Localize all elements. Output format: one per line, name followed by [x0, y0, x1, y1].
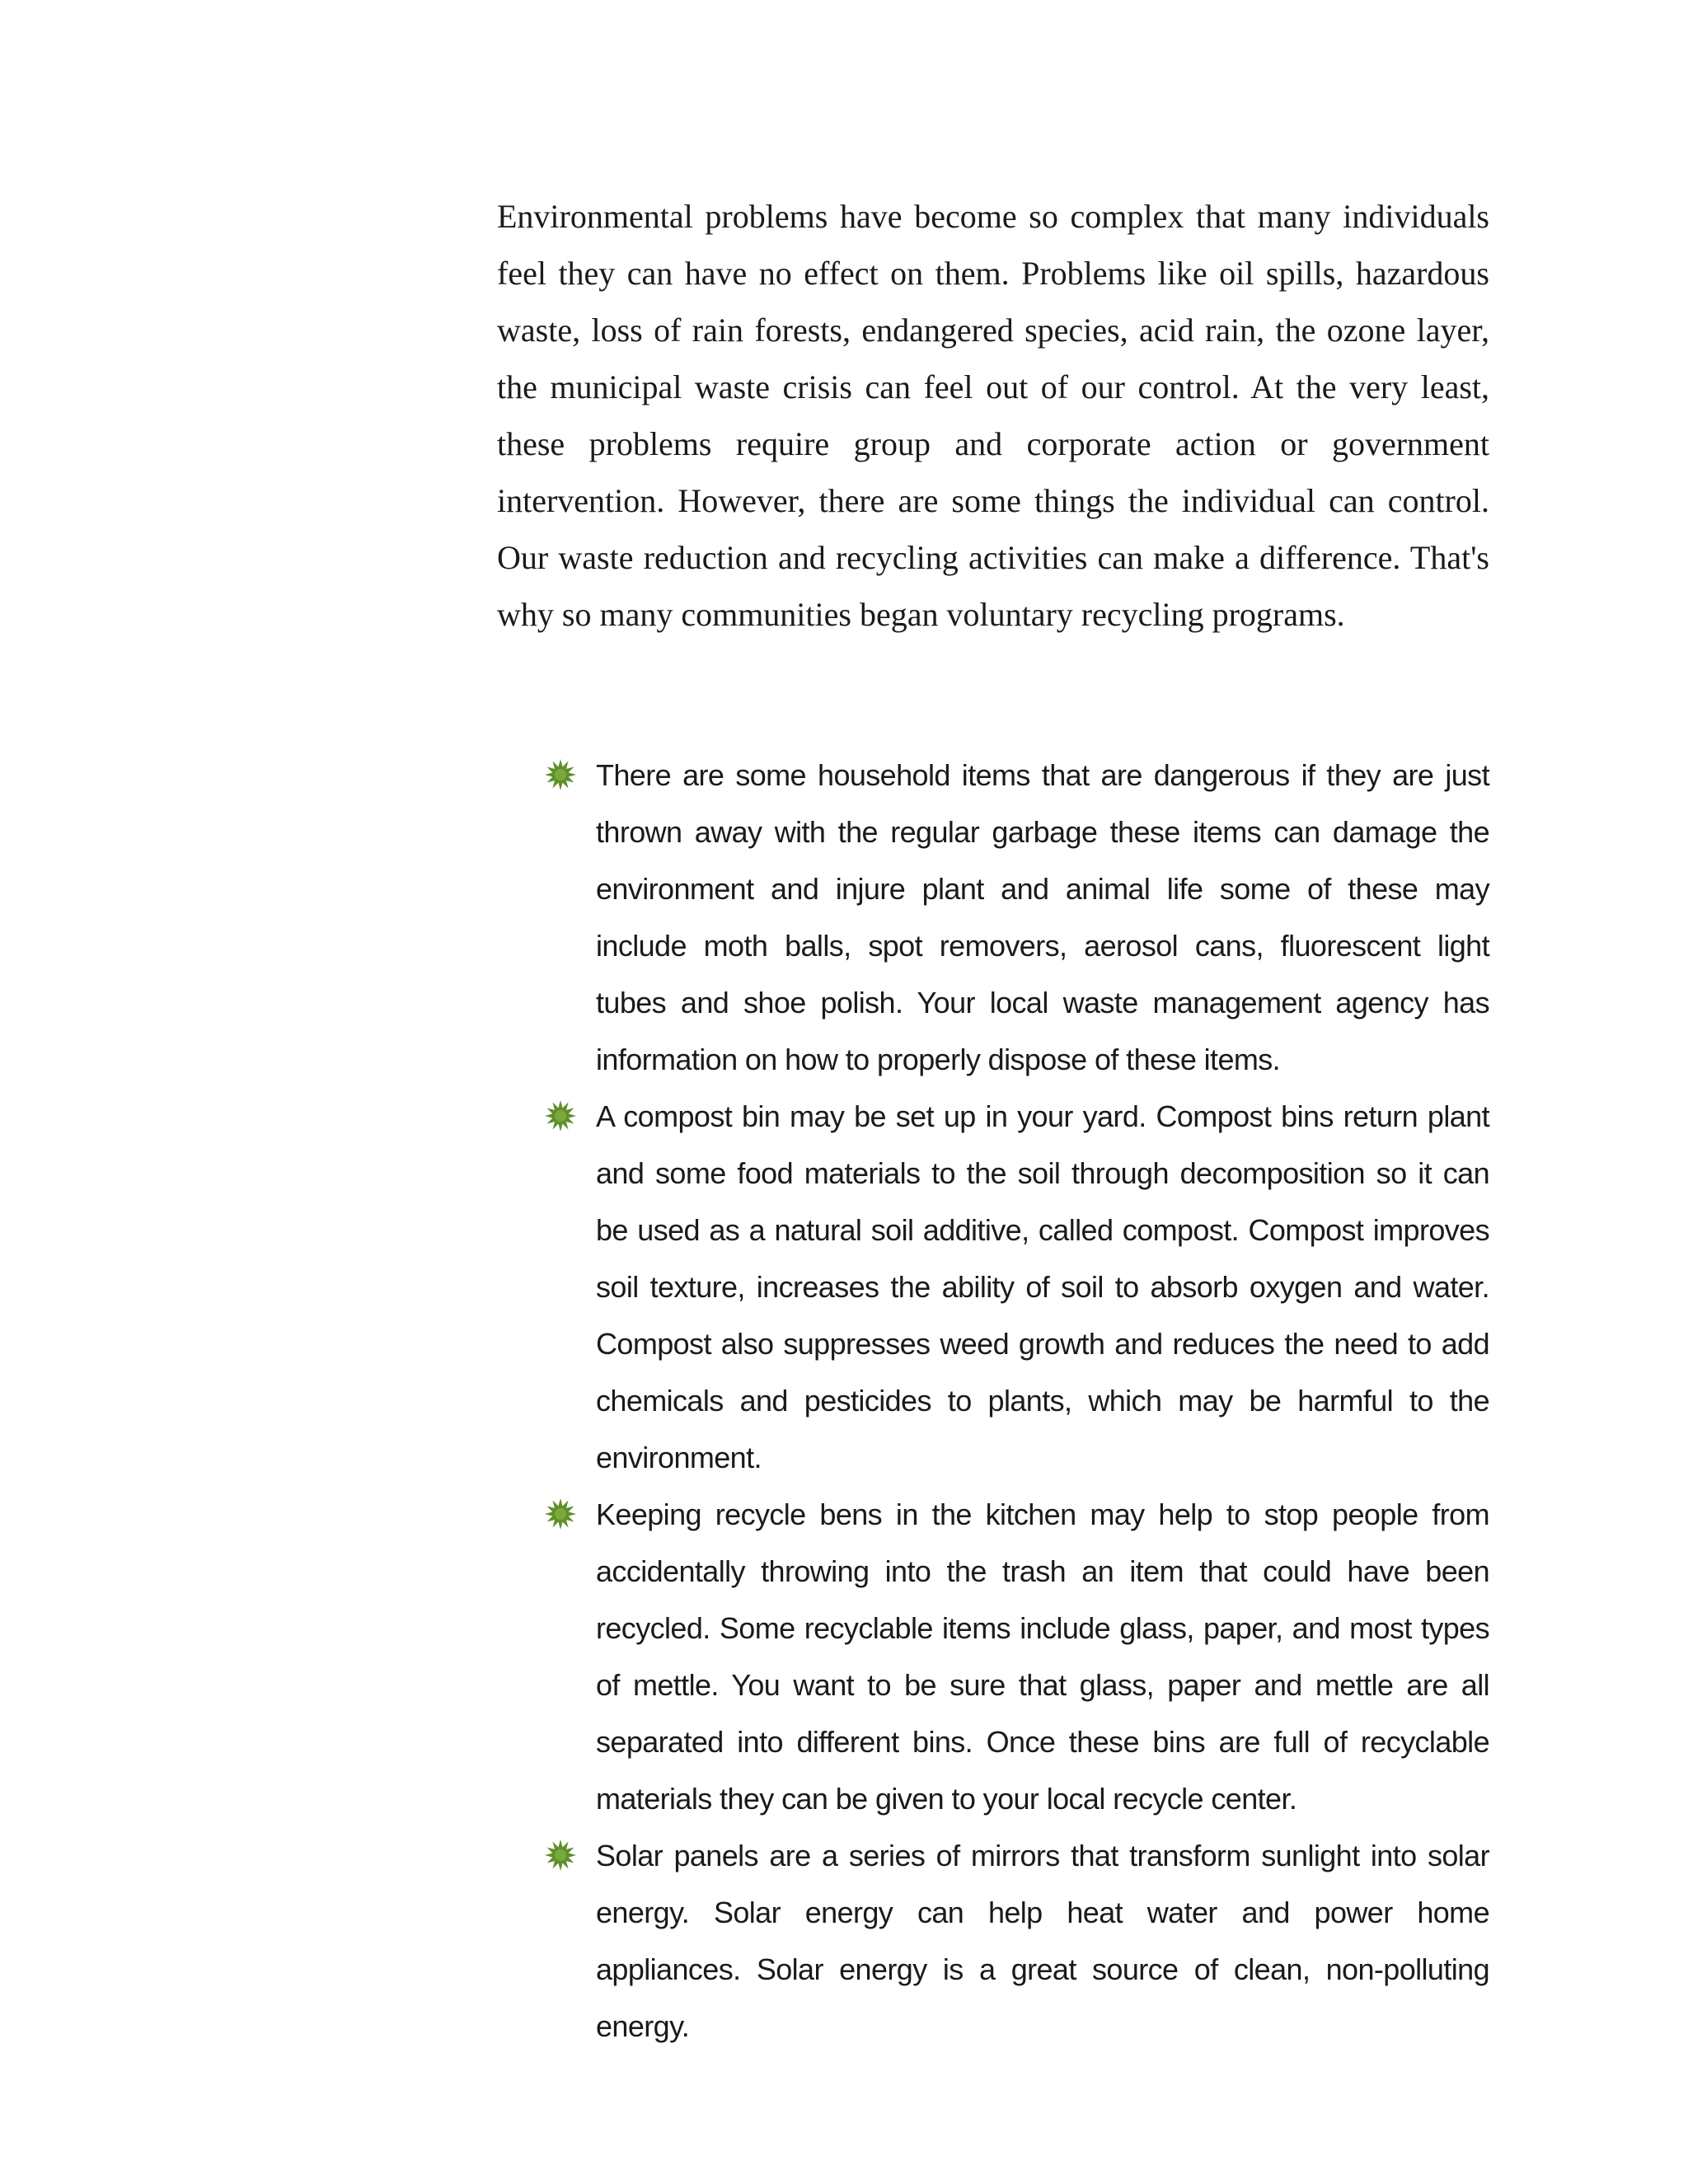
intro-paragraph: Environmental problems have become so complex that many individuals feel they can have no effect on them. Problems like oil spills, hazardous waste, loss of rain forests, endangered species, acid rain, the ozone layer, the municipal waste crisis can feel out of our control. At the very least, these problems require group and corporate action or government intervention. However, there are some things the individual can control. Our waste reduction and recycling activities can make a difference. That's why so many communities began voluntary recycling programs.	[497, 198, 1489, 633]
list-item	[540, 747, 1489, 1088]
list-item-text: A compost bin may be set up in your yard. Compost bins return plant and some food materials to the soil through decomposition so it can be used as a natural soil additive, called compost. Compost improves soil texture, increases the ability of soil to absorb oxygen and water. Compost also suppresses weed growth and reduces the need to add chemicals and pesticides to plants, which may be harmful to the environment.	[596, 1099, 1489, 1474]
list-item-text: There are some household items that are dangerous if they are just thrown away with the regular garbage these items can damage the environment and injure plant and animal life some of these may include moth balls, spot removers, aerosol cans, fluorescent light tubes and shoe polish. Your local waste management agency has information on how to properly dispose of these items.	[596, 758, 1489, 1076]
list-item-text: Solar panels are a series of mirrors that transform sunlight into solar energy. Solar energy can help heat water and power home appliances. Solar energy is a great source of clean, non-polluting energy.	[596, 1839, 1489, 2043]
list-item	[540, 1486, 1489, 1827]
green-star-burst-icon	[544, 758, 577, 791]
list-item	[540, 1088, 1489, 1486]
bullet-list	[540, 747, 1489, 2055]
green-star-burst-icon	[544, 1497, 577, 1530]
green-star-burst-icon	[544, 1839, 577, 1872]
list-item	[540, 1827, 1489, 2055]
list-item-text: Keeping recycle bens in the kitchen may help to stop people from accidentally throwing into the trash an item that could have been recycled. Some recyclable items include glass, paper, and most types of mettle. You want to be sure that glass, paper and mettle are all separated into different bins. Once these bins are full of recyclable materials they can be given to your local recycle center.	[596, 1497, 1489, 1816]
green-star-burst-icon	[544, 1099, 577, 1132]
